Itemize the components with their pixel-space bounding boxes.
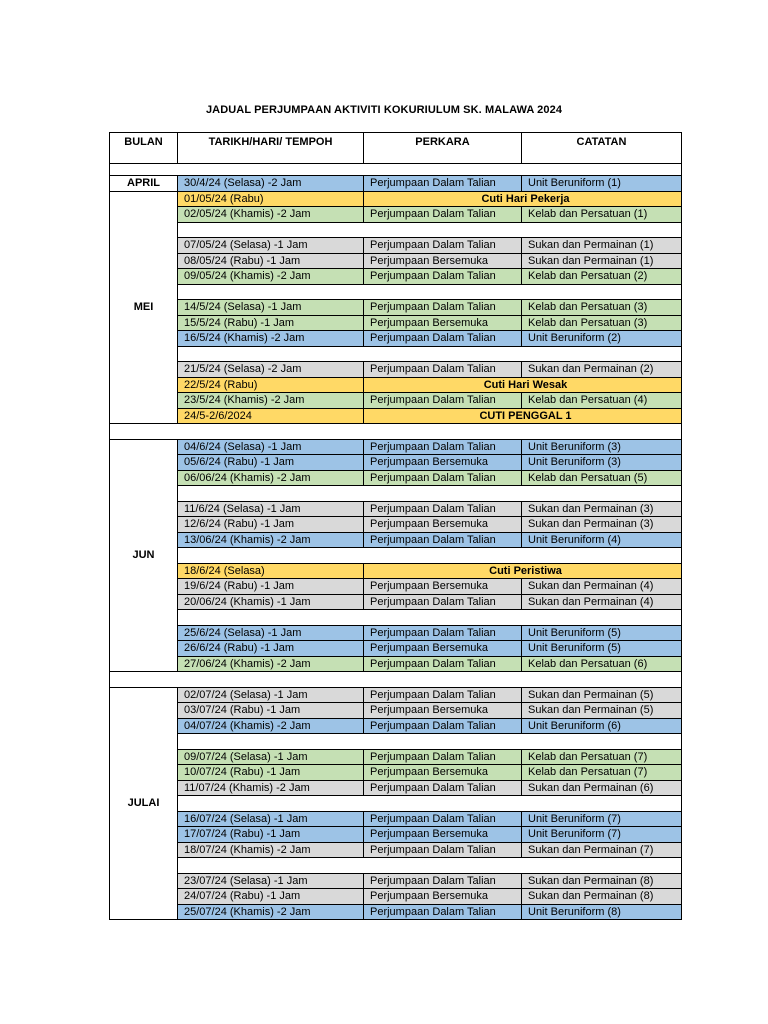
perkara-cell: Perjumpaan Bersemuka — [364, 827, 522, 843]
date-cell: 24/5-2/6/2024 — [178, 408, 364, 424]
blank-cell — [178, 548, 682, 564]
month-cell: APRIL — [110, 176, 178, 192]
table-row — [110, 238, 682, 254]
blank-row — [110, 284, 682, 300]
catatan-cell: Sukan dan Permainan (4) — [522, 594, 682, 610]
catatan-cell: Kelab dan Persatuan (3) — [522, 315, 682, 331]
catatan-cell: Sukan dan Permainan (4) — [522, 579, 682, 595]
table-row — [110, 300, 682, 316]
perkara-cell: Perjumpaan Dalam Talian — [364, 811, 522, 827]
date-cell: 18/07/24 (Khamis) -2 Jam — [178, 842, 364, 858]
perkara-cell: Perjumpaan Dalam Talian — [364, 780, 522, 796]
spacer-row — [110, 424, 682, 440]
table-row — [110, 780, 682, 796]
table-row — [110, 625, 682, 641]
table-row — [110, 594, 682, 610]
table-header-row — [110, 133, 682, 164]
date-cell: 13/06/24 (Khamis) -2 Jam — [178, 532, 364, 548]
date-cell: 21/5/24 (Selasa) -2 Jam — [178, 362, 364, 378]
catatan-cell: Sukan dan Permainan (5) — [522, 687, 682, 703]
table-row — [110, 269, 682, 285]
month-cell: JULAI — [110, 687, 178, 920]
perkara-cell: Perjumpaan Bersemuka — [364, 517, 522, 533]
table-row — [110, 455, 682, 471]
table-row — [110, 563, 682, 579]
date-cell: 18/6/24 (Selasa) — [178, 563, 364, 579]
blank-row — [110, 486, 682, 502]
blank-cell — [178, 610, 682, 626]
perkara-cell: Perjumpaan Bersemuka — [364, 253, 522, 269]
schedule-table — [109, 132, 682, 920]
date-cell: 16/07/24 (Selasa) -1 Jam — [178, 811, 364, 827]
catatan-cell: Kelab dan Persatuan (3) — [522, 300, 682, 316]
date-cell: 03/07/24 (Rabu) -1 Jam — [178, 703, 364, 719]
blank-row — [110, 548, 682, 564]
table-row — [110, 889, 682, 905]
perkara-cell: Perjumpaan Dalam Talian — [364, 687, 522, 703]
table-row — [110, 532, 682, 548]
perkara-cell: Perjumpaan Dalam Talian — [364, 501, 522, 517]
table-row — [110, 315, 682, 331]
catatan-cell: Sukan dan Permainan (6) — [522, 780, 682, 796]
date-cell: 27/06/24 (Khamis) -2 Jam — [178, 656, 364, 672]
month-cell: JUN — [110, 439, 178, 672]
page-title: JADUAL PERJUMPAAN AKTIVITI KOKURIULUM SK. MALAWA 2024 — [205, 104, 563, 116]
holiday-cell: Cuti Hari Pekerja — [364, 191, 682, 207]
catatan-cell: Kelab dan Persatuan (1) — [522, 207, 682, 223]
table-row — [110, 703, 682, 719]
header-catatan: CATATAN — [522, 133, 682, 164]
table-row — [110, 765, 682, 781]
table-row — [110, 656, 682, 672]
header-perkara: PERKARA — [364, 133, 522, 164]
perkara-cell: Perjumpaan Dalam Talian — [364, 625, 522, 641]
perkara-cell: Perjumpaan Bersemuka — [364, 315, 522, 331]
date-cell: 09/07/24 (Selasa) -1 Jam — [178, 749, 364, 765]
date-cell: 25/07/24 (Khamis) -2 Jam — [178, 904, 364, 920]
date-cell: 22/5/24 (Rabu) — [178, 377, 364, 393]
header-tarikh: TARIKH/HARI/ TEMPOH — [178, 133, 364, 164]
table-row — [110, 641, 682, 657]
catatan-cell: Unit Beruniform (3) — [522, 455, 682, 471]
holiday-cell: CUTI PENGGAL 1 — [364, 408, 682, 424]
blank-row — [110, 610, 682, 626]
catatan-cell: Sukan dan Permainan (1) — [522, 238, 682, 254]
catatan-cell: Sukan dan Permainan (5) — [522, 703, 682, 719]
header-bulan: BULAN — [110, 133, 178, 164]
table-row — [110, 827, 682, 843]
date-cell: 23/5/24 (Khamis) -2 Jam — [178, 393, 364, 409]
table-row — [110, 517, 682, 533]
perkara-cell: Perjumpaan Bersemuka — [364, 455, 522, 471]
perkara-cell: Perjumpaan Dalam Talian — [364, 238, 522, 254]
date-cell: 17/07/24 (Rabu) -1 Jam — [178, 827, 364, 843]
catatan-cell: Kelab dan Persatuan (7) — [522, 749, 682, 765]
date-cell: 04/6/24 (Selasa) -1 Jam — [178, 439, 364, 455]
perkara-cell: Perjumpaan Dalam Talian — [364, 362, 522, 378]
date-cell: 01/05/24 (Rabu) — [178, 191, 364, 207]
date-cell: 08/05/24 (Rabu) -1 Jam — [178, 253, 364, 269]
perkara-cell: Perjumpaan Dalam Talian — [364, 269, 522, 285]
catatan-cell: Kelab dan Persatuan (4) — [522, 393, 682, 409]
blank-cell — [178, 284, 682, 300]
spacer-row — [110, 672, 682, 688]
blank-row — [110, 222, 682, 238]
catatan-cell: Kelab dan Persatuan (6) — [522, 656, 682, 672]
catatan-cell: Sukan dan Permainan (8) — [522, 873, 682, 889]
date-cell: 25/6/24 (Selasa) -1 Jam — [178, 625, 364, 641]
date-cell: 11/6/24 (Selasa) -1 Jam — [178, 501, 364, 517]
catatan-cell: Sukan dan Permainan (7) — [522, 842, 682, 858]
catatan-cell: Unit Beruniform (8) — [522, 904, 682, 920]
table-row — [110, 749, 682, 765]
date-cell: 24/07/24 (Rabu) -1 Jam — [178, 889, 364, 905]
blank-row — [110, 858, 682, 874]
perkara-cell: Perjumpaan Dalam Talian — [364, 904, 522, 920]
perkara-cell: Perjumpaan Dalam Talian — [364, 176, 522, 192]
date-cell: 04/07/24 (Khamis) -2 Jam — [178, 718, 364, 734]
catatan-cell: Unit Beruniform (5) — [522, 625, 682, 641]
perkara-cell: Perjumpaan Bersemuka — [364, 765, 522, 781]
perkara-cell: Perjumpaan Dalam Talian — [364, 842, 522, 858]
catatan-cell: Kelab dan Persatuan (7) — [522, 765, 682, 781]
perkara-cell: Perjumpaan Bersemuka — [364, 579, 522, 595]
catatan-cell: Kelab dan Persatuan (2) — [522, 269, 682, 285]
table-row — [110, 842, 682, 858]
blank-cell — [178, 486, 682, 502]
table-row — [110, 377, 682, 393]
table-row — [110, 393, 682, 409]
perkara-cell: Perjumpaan Dalam Talian — [364, 532, 522, 548]
blank-cell — [178, 734, 682, 750]
table-row — [110, 718, 682, 734]
table-row — [110, 811, 682, 827]
table-row — [110, 176, 682, 192]
date-cell: 23/07/24 (Selasa) -1 Jam — [178, 873, 364, 889]
table-row — [110, 470, 682, 486]
date-cell: 16/5/24 (Khamis) -2 Jam — [178, 331, 364, 347]
table-row — [110, 331, 682, 347]
date-cell: 14/5/24 (Selasa) -1 Jam — [178, 300, 364, 316]
catatan-cell: Sukan dan Permainan (3) — [522, 501, 682, 517]
perkara-cell: Perjumpaan Dalam Talian — [364, 393, 522, 409]
perkara-cell: Perjumpaan Dalam Talian — [364, 470, 522, 486]
catatan-cell: Unit Beruniform (5) — [522, 641, 682, 657]
date-cell: 12/6/24 (Rabu) -1 Jam — [178, 517, 364, 533]
date-cell: 26/6/24 (Rabu) -1 Jam — [178, 641, 364, 657]
date-cell: 05/6/24 (Rabu) -1 Jam — [178, 455, 364, 471]
perkara-cell: Perjumpaan Dalam Talian — [364, 718, 522, 734]
table-row — [110, 408, 682, 424]
catatan-cell: Sukan dan Permainan (3) — [522, 517, 682, 533]
catatan-cell: Unit Beruniform (6) — [522, 718, 682, 734]
catatan-cell: Sukan dan Permainan (2) — [522, 362, 682, 378]
perkara-cell: Perjumpaan Bersemuka — [364, 641, 522, 657]
date-cell: 15/5/24 (Rabu) -1 Jam — [178, 315, 364, 331]
date-cell: 20/06/24 (Khamis) -1 Jam — [178, 594, 364, 610]
table-row — [110, 253, 682, 269]
table-row — [110, 904, 682, 920]
date-cell: 02/07/24 (Selasa) -1 Jam — [178, 687, 364, 703]
catatan-cell: Unit Beruniform (7) — [522, 827, 682, 843]
perkara-cell: Perjumpaan Dalam Talian — [364, 207, 522, 223]
catatan-cell: Kelab dan Persatuan (5) — [522, 470, 682, 486]
table-row — [110, 362, 682, 378]
perkara-cell: Perjumpaan Dalam Talian — [364, 300, 522, 316]
table-row — [110, 207, 682, 223]
perkara-cell: Perjumpaan Bersemuka — [364, 703, 522, 719]
date-cell: 30/4/24 (Selasa) -2 Jam — [178, 176, 364, 192]
catatan-cell: Unit Beruniform (1) — [522, 176, 682, 192]
spacer-row — [110, 164, 682, 176]
table-row — [110, 873, 682, 889]
catatan-cell: Unit Beruniform (7) — [522, 811, 682, 827]
holiday-cell: Cuti Hari Wesak — [364, 377, 682, 393]
blank-cell — [178, 858, 682, 874]
perkara-cell: Perjumpaan Dalam Talian — [364, 331, 522, 347]
perkara-cell: Perjumpaan Dalam Talian — [364, 749, 522, 765]
blank-cell — [178, 346, 682, 362]
blank-row — [110, 796, 682, 812]
perkara-cell: Perjumpaan Dalam Talian — [364, 594, 522, 610]
catatan-cell: Unit Beruniform (4) — [522, 532, 682, 548]
table-row — [110, 439, 682, 455]
table-row — [110, 579, 682, 595]
blank-cell — [178, 796, 682, 812]
catatan-cell: Sukan dan Permainan (1) — [522, 253, 682, 269]
perkara-cell: Perjumpaan Dalam Talian — [364, 439, 522, 455]
blank-row — [110, 734, 682, 750]
perkara-cell: Perjumpaan Dalam Talian — [364, 656, 522, 672]
holiday-cell: Cuti Peristiwa — [364, 563, 682, 579]
date-cell: 09/05/24 (Khamis) -2 Jam — [178, 269, 364, 285]
date-cell: 11/07/24 (Khamis) -2 Jam — [178, 780, 364, 796]
month-cell: MEI — [110, 191, 178, 424]
blank-row — [110, 346, 682, 362]
table-row — [110, 191, 682, 207]
date-cell: 19/6/24 (Rabu) -1 Jam — [178, 579, 364, 595]
date-cell: 07/05/24 (Selasa) -1 Jam — [178, 238, 364, 254]
date-cell: 02/05/24 (Khamis) -2 Jam — [178, 207, 364, 223]
catatan-cell: Sukan dan Permainan (8) — [522, 889, 682, 905]
blank-cell — [178, 222, 682, 238]
date-cell: 10/07/24 (Rabu) -1 Jam — [178, 765, 364, 781]
date-cell: 06/06/24 (Khamis) -2 Jam — [178, 470, 364, 486]
catatan-cell: Unit Beruniform (3) — [522, 439, 682, 455]
table-row — [110, 501, 682, 517]
catatan-cell: Unit Beruniform (2) — [522, 331, 682, 347]
perkara-cell: Perjumpaan Dalam Talian — [364, 873, 522, 889]
perkara-cell: Perjumpaan Bersemuka — [364, 889, 522, 905]
table-row — [110, 687, 682, 703]
